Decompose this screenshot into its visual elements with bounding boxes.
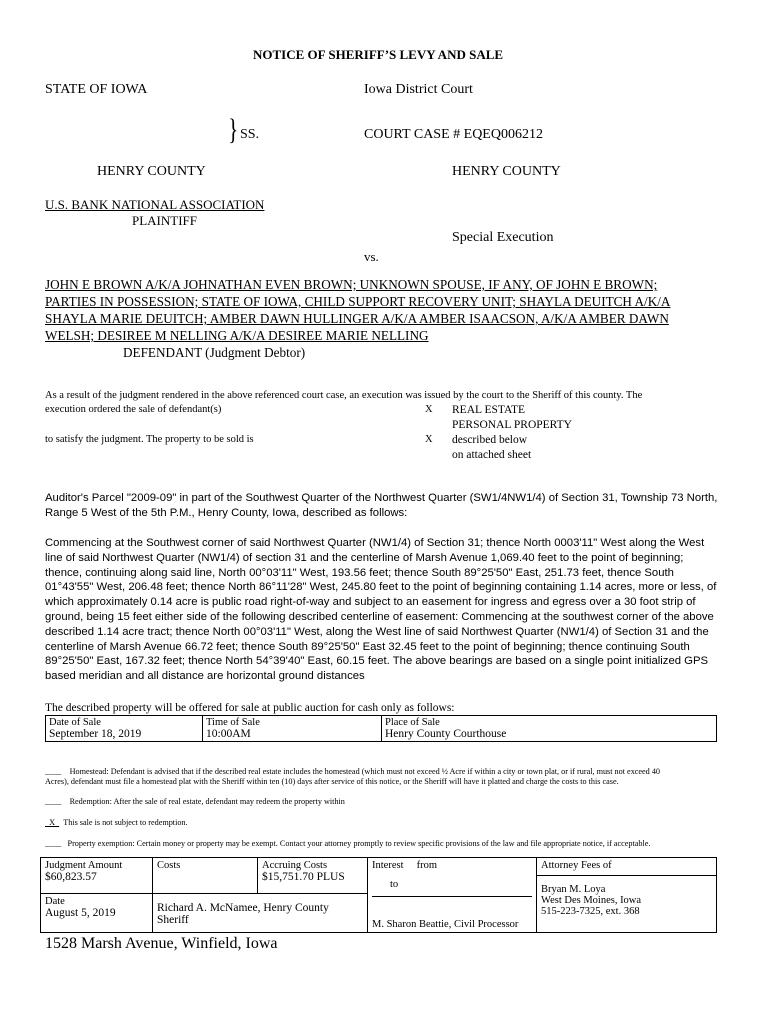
attached-sheet-option: on attached sheet xyxy=(452,449,532,461)
exemption-text: Property exemption: Certain money or property may be exempt. Contact your attorney promptly to review specific provisions of the law and file appropriate notice, if acceptable. xyxy=(67,839,651,848)
brace-symbol: } xyxy=(228,113,239,146)
execution-line-3: to satisfy the judgment. The property to be sold is xyxy=(45,434,254,445)
interest-to-label: to xyxy=(372,879,532,897)
defendants-line-3: SHAYLA MARIE DEUITCH; AMBER DAWN HULLINGER A/K/A AMBER ISAACSON, A/K/A AMBER DAWN xyxy=(45,311,669,326)
sale-time-label: Time of Sale xyxy=(206,717,260,728)
sale-date-cell xyxy=(46,716,203,742)
property-address: 1528 Marsh Avenue, Winfield, Iowa xyxy=(45,935,278,952)
costs-cell xyxy=(153,858,258,894)
plaintiff-name: U.S. BANK NATIONAL ASSOCIATION xyxy=(45,197,265,212)
state-label: STATE OF IOWA xyxy=(45,82,148,97)
ss-label: SS. xyxy=(240,127,260,142)
sheriff-cell xyxy=(153,894,368,933)
costs-label: Costs xyxy=(157,860,181,871)
described-below-option: described below xyxy=(452,434,528,446)
redemption-blank: ____ xyxy=(45,797,62,806)
redemption-text: Redemption: After the sale of real estate, defendant may redeem the property within xyxy=(69,797,345,806)
attorney-name: Bryan M. Loya xyxy=(541,884,606,895)
county-left: HENRY COUNTY xyxy=(97,164,206,179)
homestead-notice-line-1 xyxy=(45,767,660,776)
defendant-label: DEFENDANT (Judgment Debtor) xyxy=(123,345,306,360)
homestead-blank: ____ xyxy=(45,767,62,776)
accruing-costs-value: $15,751.70 PLUS xyxy=(262,871,345,883)
judgment-amount-label: Judgment Amount xyxy=(45,860,123,871)
attorney-cell xyxy=(537,858,717,933)
not-subject-notice xyxy=(45,818,188,827)
exemption-notice xyxy=(45,839,650,848)
date-label: Date xyxy=(45,896,65,908)
court-label: Iowa District Court xyxy=(364,82,473,97)
plaintiff-label: PLAINTIFF xyxy=(132,213,198,228)
not-subject-mark xyxy=(45,818,59,827)
not-subject-text: This sale is not subject to redemption. xyxy=(63,818,188,827)
interest-row xyxy=(372,860,532,871)
interest-label: Interest xyxy=(372,860,404,871)
sale-date-label: Date of Sale xyxy=(49,717,101,728)
attorney-fees-label: Attorney Fees of xyxy=(537,860,716,876)
not-subject-mark-text: X xyxy=(49,818,56,827)
sale-place-cell xyxy=(382,716,717,742)
real-estate-mark: X xyxy=(425,404,433,415)
judgment-amount-value: $60,823.57 xyxy=(45,871,97,883)
date-value: August 5, 2019 xyxy=(45,907,116,920)
interest-cell xyxy=(368,858,537,933)
sale-place-label: Place of Sale xyxy=(385,717,440,728)
defendants-line-2: PARTIES IN POSSESSION; STATE OF IOWA, CHILD SUPPORT RECOVERY UNIT; SHAYLA DEUITCH A/K/A xyxy=(45,294,671,309)
execution-line-1: As a result of the judgment rendered in the above referenced court case, an execution was issued by the court to the Sheriff of this county. The xyxy=(45,390,643,401)
sale-time-cell xyxy=(203,716,382,742)
real-estate-option: REAL ESTATE xyxy=(452,404,526,416)
redemption-notice xyxy=(45,797,345,806)
personal-property-option: PERSONAL PROPERTY xyxy=(452,419,572,431)
judgment-table xyxy=(40,857,717,933)
civil-processor: M. Sharon Beattie, Civil Processor xyxy=(372,919,519,930)
attorney-phone: 515-223-7325, ext. 368 xyxy=(541,906,640,917)
interest-from-label: from xyxy=(416,860,438,871)
legal-description-body: Commencing at the Southwest corner of said Northwest Quarter (NW1/4) of Section 31; thence North 0003'11" West along the West line of said Northwest Quarter (NW1/4) of section 31 and the centerline of Marsh Avenue 1,069.40 feet to the point of beginning; thence, continuing along said line, North 00°03'11" West, 193.56 feet; thence South 89°25'50" East, 251.73 feet, thence South 01°43'55" West, 206.48 feet; thence North 86°11'28" West, 245.80 feet to the point of beginning containing 1.14 acres, more or less, of which approximately 0.14 acre is public road right-of-way and subject to an easement for ingress and egress over a 30 foot strip of ground, being 15 feet either side of the following described centerline of easement: Commencing at the southwest corner of the above described 1.14 acre tract; thence North 00°03'11" West, along the West line of said Northwest Quarter (NW1/4) of Section 31 and the centerline of Marsh Avenue 66.72 feet; thence South 89°25'50" East 32.45 feet to the point of beginning; thence continuing South 89°25'50" East, 167.32 feet; thence North 54°39'40" East, 60.15 feet. The above bearings are based on a single point initialized GPS based meridian and all distance are horizontal ground distances xyxy=(45,537,717,683)
county-right: HENRY COUNTY xyxy=(452,164,561,179)
sale-date-value: September 18, 2019 xyxy=(49,728,142,740)
date-cell xyxy=(41,894,153,933)
exemption-blank: ____ xyxy=(45,839,62,848)
attorney-city: West Des Moines, Iowa xyxy=(541,895,642,906)
defendants-line-4: WELSH; DESIREE M NELLING A/K/A DESIREE MARIE NELLING xyxy=(45,328,429,343)
accruing-costs-label: Accruing Costs xyxy=(262,860,328,871)
vs-label: vs. xyxy=(364,249,379,264)
homestead-text: Homestead: Defendant is advised that if the described real estate includes the homestead (which must not exceed ½ Acre if within a city or town plat, or if rural, must not exceed 40 xyxy=(69,767,661,776)
auction-intro: The described property will be offered for sale at public auction for cash only as follows: xyxy=(45,702,455,714)
document-title: NOTICE OF SHERIFF’S LEVY AND SALE xyxy=(253,47,504,62)
homestead-notice-line-2: Acres), defendant must file a homestead plat with the Sheriff within ten (10) days after service of this notice, or the Sheriff will have it platted and charge the costs to this case. xyxy=(45,777,619,786)
court-case-number: COURT CASE # EQEQ006212 xyxy=(364,127,543,142)
defendants-line-1: JOHN E BROWN A/K/A JOHNATHAN EVEN BROWN; UNKNOWN SPOUSE, IF ANY, OF JOHN E BROWN; xyxy=(45,277,658,292)
legal-description-intro: Auditor's Parcel "2009-09" in part of the Southwest Quarter of the Northwest Quarter (SW1/4NW1/4) of Section 31, Township 73 North, Range 5 West of the 5th P.M., Henry County, Iowa, described as follows: xyxy=(45,492,718,519)
sheriff-name: Richard A. McNamee, Henry County Sheriff xyxy=(157,902,329,926)
sale-place-value: Henry County Courthouse xyxy=(385,728,507,740)
sale-details-table xyxy=(45,715,717,742)
execution-line-2: execution ordered the sale of defendant(s) xyxy=(45,404,222,415)
judgment-amount-cell xyxy=(41,858,153,894)
special-execution: Special Execution xyxy=(452,230,554,245)
accruing-costs-cell xyxy=(258,858,368,894)
sale-time-value: 10:00AM xyxy=(206,728,251,740)
described-below-mark: X xyxy=(425,434,433,445)
